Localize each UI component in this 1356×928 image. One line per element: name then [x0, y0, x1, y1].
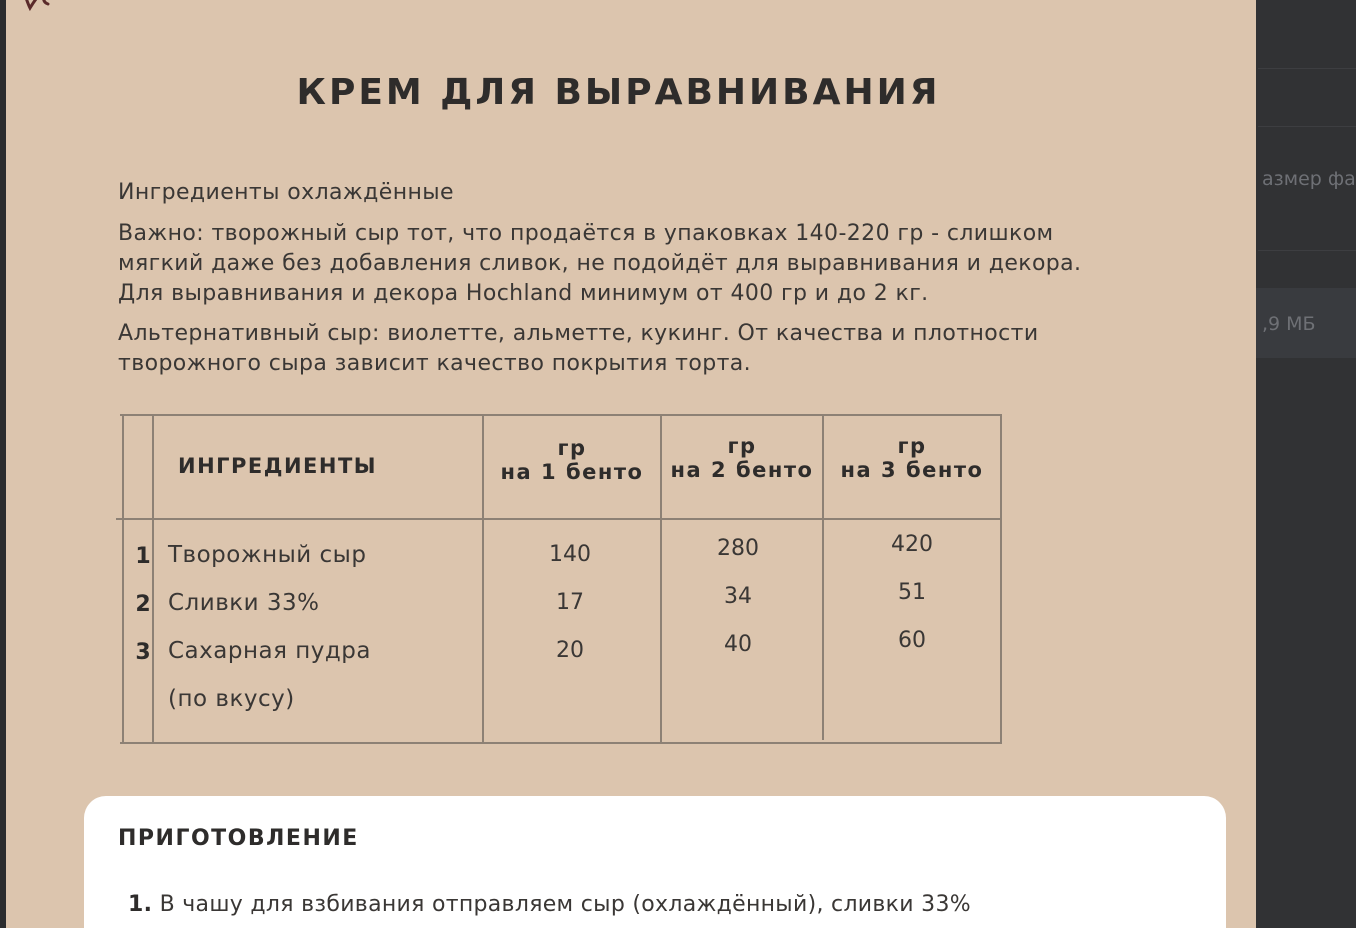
value-2-bento: 40 — [724, 632, 752, 657]
ingredient-name: Творожный сыр — [168, 542, 367, 568]
intro-text: Ингредиенты охлаждённые — [118, 180, 454, 205]
value-3-bento: 60 — [898, 628, 926, 653]
background-divider — [1258, 126, 1356, 127]
header-col1-unit: гр — [557, 436, 587, 460]
header-col2-label: на 2 бенто — [670, 458, 814, 482]
header-col1 — [484, 436, 660, 484]
step-text: В чашу для взбивания отправляем сыр (охлаждённый), сливки 33% — [159, 892, 971, 917]
value-2-bento: 34 — [724, 584, 752, 609]
value-1-bento: 140 — [549, 542, 591, 567]
table-top-border — [120, 414, 1002, 416]
header-ingredients: ИНГРЕДИЕНТЫ — [178, 454, 378, 478]
page-title: КРЕМ ДЛЯ ВЫРАВНИВАНИЯ — [296, 72, 941, 113]
background-file-size: ,9 МБ — [1262, 313, 1316, 335]
value-3-bento: 420 — [891, 532, 933, 557]
table-col-divider — [152, 414, 154, 744]
document-page — [6, 0, 1256, 928]
header-col3 — [824, 434, 1000, 482]
step-number: 1. — [128, 892, 153, 917]
value-2-bento: 280 — [717, 536, 759, 561]
background-divider — [1258, 68, 1356, 69]
logo-script-icon — [12, 0, 72, 20]
row-number: 2 — [135, 592, 151, 617]
row-number: 1 — [135, 544, 151, 569]
ingredients-table — [116, 414, 1002, 744]
table-right-border — [1000, 414, 1002, 744]
ingredient-name: Сливки 33% — [168, 590, 320, 616]
important-note: Важно: творожный сыр тот, что продаётся в упаковках 140-220 гр - слишком мягкий даже без добавления сливок, не подойдёт для выравнивания и декора. Для выравнивания и декора Hochland минимум от 400 гр и до 2 кг. — [118, 221, 1082, 306]
value-1-bento: 20 — [556, 638, 584, 663]
preparation-step — [128, 892, 971, 917]
header-col2-unit: гр — [727, 434, 757, 458]
header-col3-label: на 3 бенто — [840, 458, 984, 482]
value-1-bento: 17 — [556, 590, 584, 615]
alternative-note: Альтернативный сыр: виолетте, альметте, кукинг. От качества и плотности творожного сыра зависит качество покрытия торта. — [118, 321, 1039, 376]
value-3-bento: 51 — [898, 580, 926, 605]
preparation-card — [84, 796, 1226, 928]
header-col2 — [662, 434, 822, 482]
preparation-title: ПРИГОТОВЛЕНИЕ — [118, 826, 359, 851]
header-col1-label: на 1 бенто — [500, 460, 644, 484]
header-col3-unit: гр — [897, 434, 927, 458]
background-file-panel — [1256, 0, 1356, 928]
table-left-border — [122, 414, 124, 744]
background-size-column-label: азмер фа — [1262, 168, 1356, 190]
ingredient-name: Сахарная пудра — [168, 638, 371, 664]
background-divider — [1258, 250, 1356, 251]
table-bottom-border — [120, 742, 1002, 744]
ingredient-note: (по вкусу) — [168, 686, 295, 712]
row-number: 3 — [135, 640, 151, 665]
table-header-divider — [116, 518, 1002, 520]
